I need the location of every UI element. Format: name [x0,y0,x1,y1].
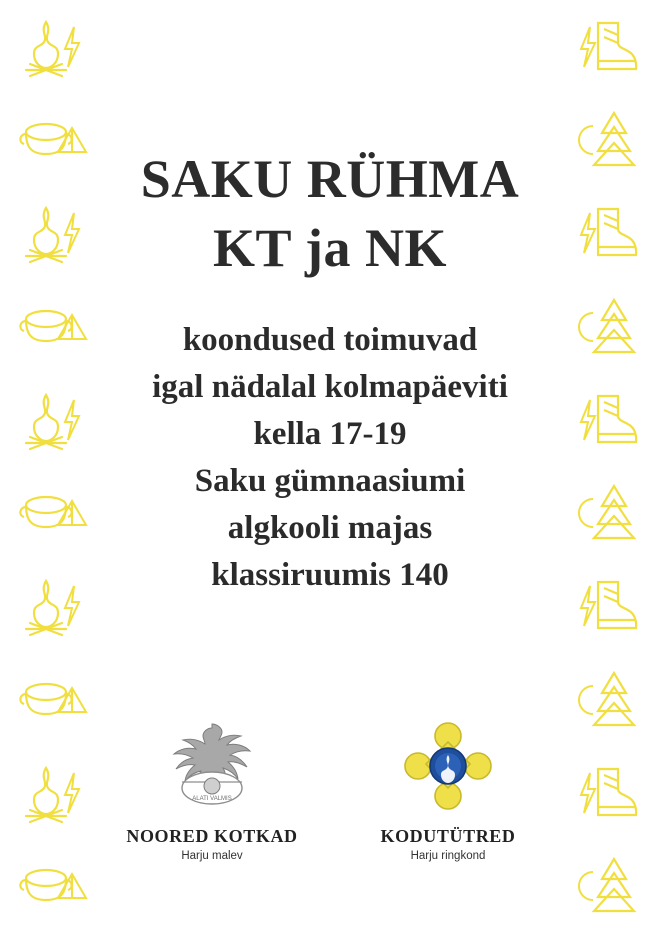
body-line: klassiruumis 140 [211,556,449,593]
page-title [141,145,520,283]
body-line: algkooli majas [227,509,433,546]
logo-subtitle: Harju malev [181,850,243,862]
lightning-icon [568,0,608,93]
organisation-logos [0,718,660,862]
moon-icon [568,466,608,559]
lightning-icon [568,560,608,653]
moon-icon [568,280,608,373]
eagle-crest-icon [117,718,307,814]
announcement-body [152,317,508,598]
logo-title: KODUTÜTRED [380,826,516,846]
headline-line-1: SAKU RÜHMA [140,149,520,209]
svg-text:ALATI VALMIS: ALATI VALMIS [192,796,232,802]
body-line: kella 17-19 [253,415,407,452]
moon-icon [568,93,608,186]
body-line: igal nädalal kolmapäeviti [152,369,508,406]
lightning-icon [52,560,92,653]
logo-subtitle: Harju ringkond [410,850,486,862]
tent-icon [52,466,92,559]
lightning-icon [52,0,92,93]
lightning-icon [52,187,92,280]
lightning-icon [568,187,608,280]
lightning-icon [52,373,92,466]
logo-noored-kotkad [117,718,307,862]
logo-kodututred [353,718,543,862]
body-line: koondused toimuvad [182,322,478,359]
tent-icon [52,93,92,186]
tent-icon [52,280,92,373]
headline-line-2: KT ja NK [212,218,448,279]
clover-crest-icon [353,718,543,814]
body-line: Saku gümnaasiumi [194,462,466,499]
lightning-icon [568,373,608,466]
logo-title: NOORED KOTKAD [126,826,298,846]
